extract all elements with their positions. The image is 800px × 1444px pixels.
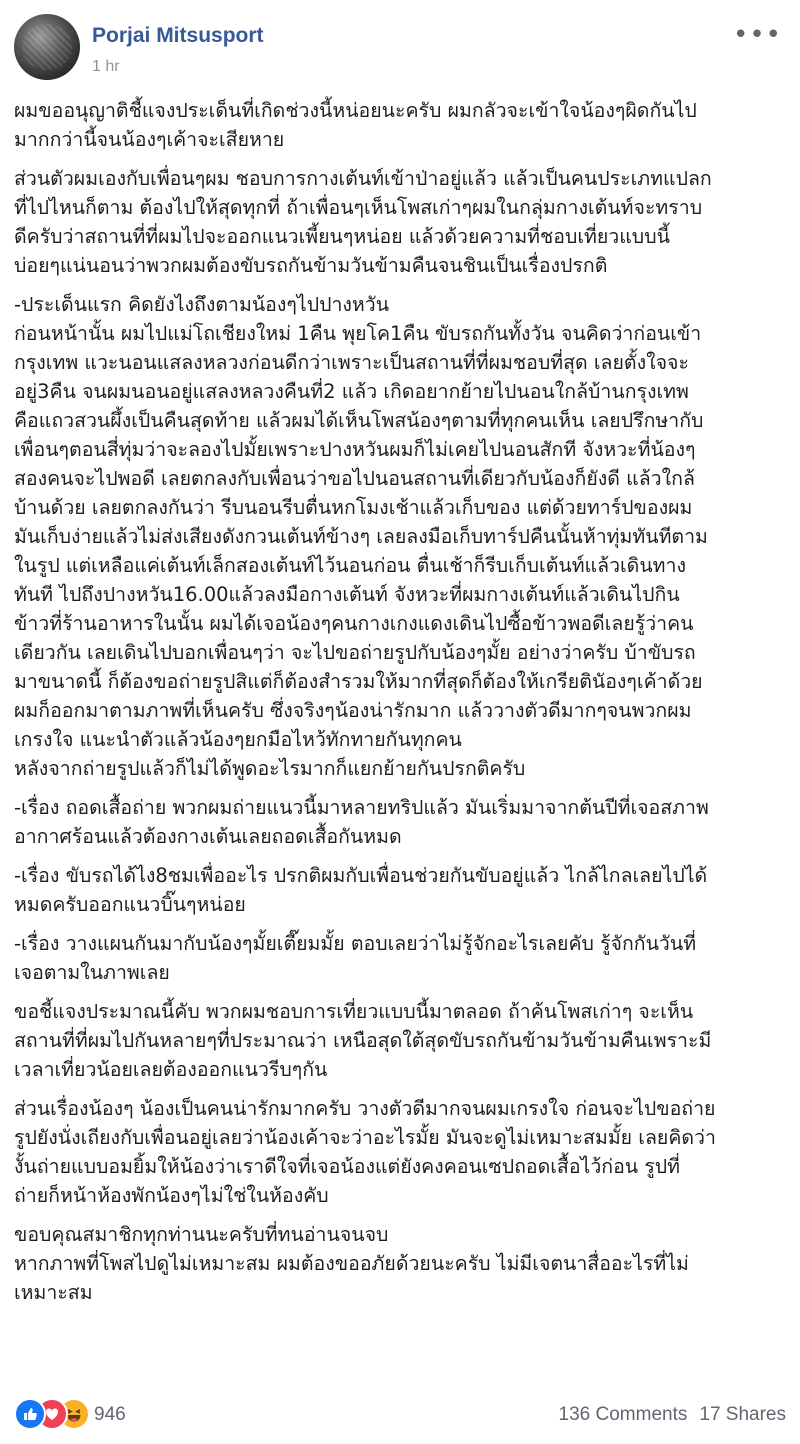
post-paragraph: [14, 861, 792, 919]
paragraph-line: เจอตามในภาพเลย: [14, 961, 170, 984]
post-paragraph: [14, 96, 792, 154]
paragraph-line: ส่วนตัวผมเองกับเพื่อนๆผม ชอบการกางเต้นท์เข้าป่าอยู่แล้ว แล้วเป็นคนประเภทแปลก: [14, 167, 712, 190]
paragraph-line: รูปยังนั่งเถียงกับเพื่อนอยู่เลยว่าน้องเค้าจะว่าอะไรมั้ย มันจะดูไม่เหมาะสมมั้ย เลยคิดว่า: [14, 1126, 716, 1149]
post-paragraph: [14, 1220, 792, 1307]
paragraph-line: หลังจากถ่ายรูปแล้วก็ไม่ได้พูดอะไรมากก็แยกย้ายกันปรกติครับ: [14, 757, 526, 780]
paragraph-line: กรุงเทพ แวะนอนแสลงหลวงก่อนดีกว่าเพราะเป็นสถานที่ที่ผมชอบที่สุด เลยตั้งใจจะ: [14, 351, 689, 374]
avatar[interactable]: [14, 14, 80, 80]
paragraph-line: เดียวกัน เลยเดินไปบอกเพื่อนๆว่า จะไปขอถ่ายรูปกับน้องๆมั้ย อย่างว่าครับ บ้าขับรถ: [14, 641, 696, 664]
paragraph-line: ขอบคุณสมาชิกทุกท่านนะครับที่ทนอ่านจนจบ: [14, 1223, 389, 1246]
reactions-summary[interactable]: [14, 1398, 214, 1428]
paragraph-line: ส่วนเรื่องน้องๆ น้องเป็นคนน่ารักมากครับ วางตัวดีมากจนผมเกรงใจ ก่อนจะไปขอถ่าย: [14, 1097, 716, 1120]
post-header: [14, 14, 786, 84]
paragraph-line: ดีครับว่าสถานที่ที่ผมไปจะออกแนวเพี้ยนๆหน่อย แล้วด้วยความที่ชอบเที่ยวแบบนี้: [14, 225, 670, 248]
paragraph-line: มันเก็บง่ายแล้วไม่ส่งเสียงดังกวนเต้นท์ข้างๆ เลยลงมือเก็บทาร์ปคืนนั้นห้าทุ่มทันทีตาม: [14, 525, 708, 548]
paragraph-line: คือแถวสวนผึ้งเป็นคืนสุดท้าย แล้วผมได้เห็นโพสน้องๆตามที่ทุกคนเห็น เลยปรึกษากับ: [14, 409, 704, 432]
like-icon: [14, 1398, 46, 1430]
paragraph-line: อยู่3คืน จนผมนอนอยู่แสลงหลวงคืนที่2 แล้ว เกิดอยากย้ายไปนอนใกล้บ้านกรุงเทพ: [14, 380, 689, 403]
author-name[interactable]: Porjai Mitsusport: [92, 24, 264, 47]
paragraph-line: ก่อนหน้านั้น ผมไปแม่โถเชียงใหม่ 1คืน พุยโค1คืน ขับรถกันทั้งวัน จนคิดว่าก่อนเข้า: [14, 322, 702, 345]
paragraph-line: หากภาพที่โพสไปดูไม่เหมาะสม ผมต้องขออภัยด้วยนะครับ ไม่มีเจตนาสื่ออะไรที่ไม่: [14, 1252, 689, 1275]
paragraph-line: สองคนจะไปพอดี เลยตกลงกับเพื่อนว่าขอไปนอนสถานที่เดียวกับน้องก็ยังดี แล้วใกล้: [14, 467, 695, 490]
post-body: [14, 96, 792, 1317]
paragraph-line: สถานที่ที่ผมไปกันหลายๆที่ประมาณว่า เหนือสุดใต้สุดขับรถกันข้ามวันข้ามคืนเพราะมี: [14, 1029, 712, 1052]
post-paragraph: [14, 164, 792, 280]
paragraph-line: ผมขออนุญาติชี้แจงประเด็นที่เกิดช่วงนี้หน่อยนะครับ ผมกลัวจะเข้าใจน้องๆผิดกันไป: [14, 99, 697, 122]
paragraph-line: หมดครับออกแนวบิ๊นๆหน่อย: [14, 893, 246, 916]
paragraph-line: ในรูป แต่เหลือแค่เต้นท์เล็กสองเต้นท์ไว้นอนก่อน ตื่นเช้าก็รีบเก็บเต้นท์แล้วเดินทาง: [14, 554, 686, 577]
paragraph-line: -เรื่อง วางแผนกันมากับน้องๆมั้ยเตี๊ยมมั้ย ตอบเลยว่าไม่รู้จักอะไรเลยคับ รู้จักกันวันที่: [14, 932, 697, 955]
shares-link[interactable]: 17 Shares: [699, 1404, 786, 1425]
post-paragraph: [14, 929, 792, 987]
paragraph-line: -ประเด็นแรก คิดยังไงถึงตามน้องๆไปปางหวัน: [14, 293, 390, 316]
paragraph-line: เวลาเที่ยวน้อยเลยต้องออกแนวรีบๆกัน: [14, 1058, 328, 1081]
paragraph-line: อากาศร้อนแล้วต้องกางเต้นเลยถอดเสื้อกันหมด: [14, 825, 402, 848]
paragraph-line: ข้าวที่ร้านอาหารในนั้น ผมได้เจอน้องๆคนกางเกงแดงเดินไปซื้อข้าวพอดีเลยรู้ว่าคน: [14, 612, 694, 635]
post-paragraph: [14, 997, 792, 1084]
paragraph-line: งั้นถ่ายแบบอมยิ้มให้น้องว่าเราดีใจที่เจอน้องแต่ยังคงคอนเซปถอดเสื้อไว้ก่อน รูปที่: [14, 1155, 681, 1178]
paragraph-line: เพื่อนๆตอนสี่ทุ่มว่าจะลองไปมั้ยเพราะปางหวันผมก็ไม่เคยไปนอนสักที จังหวะที่น้องๆ: [14, 438, 696, 461]
paragraph-line: ที่ไปไหนก็ตาม ต้องไปให้สุดทุกที่ ถ้าเพื่อนๆเห็นโพสเก่าๆผมในกลุ่มกางเต้นท์จะทราบ: [14, 196, 703, 219]
post-footer: [14, 1394, 786, 1432]
paragraph-line: มาขนาดนี้ ก็ต้องขอถ่ายรูปสิแต่ก็ต้องสำรวมให้มากที่สุดก็ต้องให้เกรียตินัองๆเค้าด้วย: [14, 670, 703, 693]
paragraph-line: ขอชี้แจงประมาณนี้คับ พวกผมชอบการเที่ยวแบบนี้มาตลอด ถ้าค้นโพสเก่าๆ จะเห็น: [14, 1000, 694, 1023]
paragraph-line: บ้านด้วย เลยตกลงกันว่า รีบนอนรีบตื่นหกโมงเช้าแล้วเก็บของ แต่ด้วยทาร์ปของผม: [14, 496, 693, 519]
more-options-icon[interactable]: •••: [732, 20, 782, 50]
reaction-count: 946: [94, 1404, 126, 1425]
engagement-stats: [559, 1404, 786, 1426]
post-paragraph: [14, 1094, 792, 1210]
paragraph-line: เหมาะสม: [14, 1281, 93, 1304]
paragraph-line: -เรื่อง ถอดเสื้อถ่าย พวกผมถ่ายแนวนี้มาหลายทริปแล้ว มันเริ่มมาจากต้นปีที่เจอสภาพ: [14, 796, 709, 819]
paragraph-line: -เรื่อง ขับรถได้ไง8ชมเพื่ออะไร ปรกติผมกับเพื่อนช่วยกันขับอยู่แล้ว ไกล้ไกลเลยไปได้: [14, 864, 708, 887]
paragraph-line: บ่อยๆแน่นอนว่าพวกผมต้องขับรถกันข้ามวันข้ามคืนจนชินเป็นเรื่องปรกติ: [14, 254, 608, 277]
paragraph-line: มากกว่านี้จนน้องๆเค้าจะเสียหาย: [14, 128, 285, 151]
comments-link[interactable]: 136 Comments: [558, 1404, 688, 1425]
paragraph-line: ผมก็ออกมาตามภาพที่เห็นครับ ซึ่งจริงๆน้องน่ารักมาก แล้ววางตัวดีมากๆจนพวกผม: [14, 699, 692, 722]
post-timestamp[interactable]: 1 hr: [92, 58, 120, 75]
paragraph-line: ทันที ไปถึงปางหวัน16.00แล้วลงมือกางเต้นท์ จังหวะที่ผมกางเต้นท์แล้วเดินไปกิน: [14, 583, 680, 606]
post-paragraph: [14, 793, 792, 851]
paragraph-line: ถ่ายก็หน้าห้องพักน้องๆไม่ใช่ในห้องคับ: [14, 1184, 329, 1207]
post-paragraph: [14, 290, 792, 783]
paragraph-line: เกรงใจ แนะนำตัวแล้วน้องๆยกมือไหว้ทักทายกันทุกคน: [14, 728, 462, 751]
